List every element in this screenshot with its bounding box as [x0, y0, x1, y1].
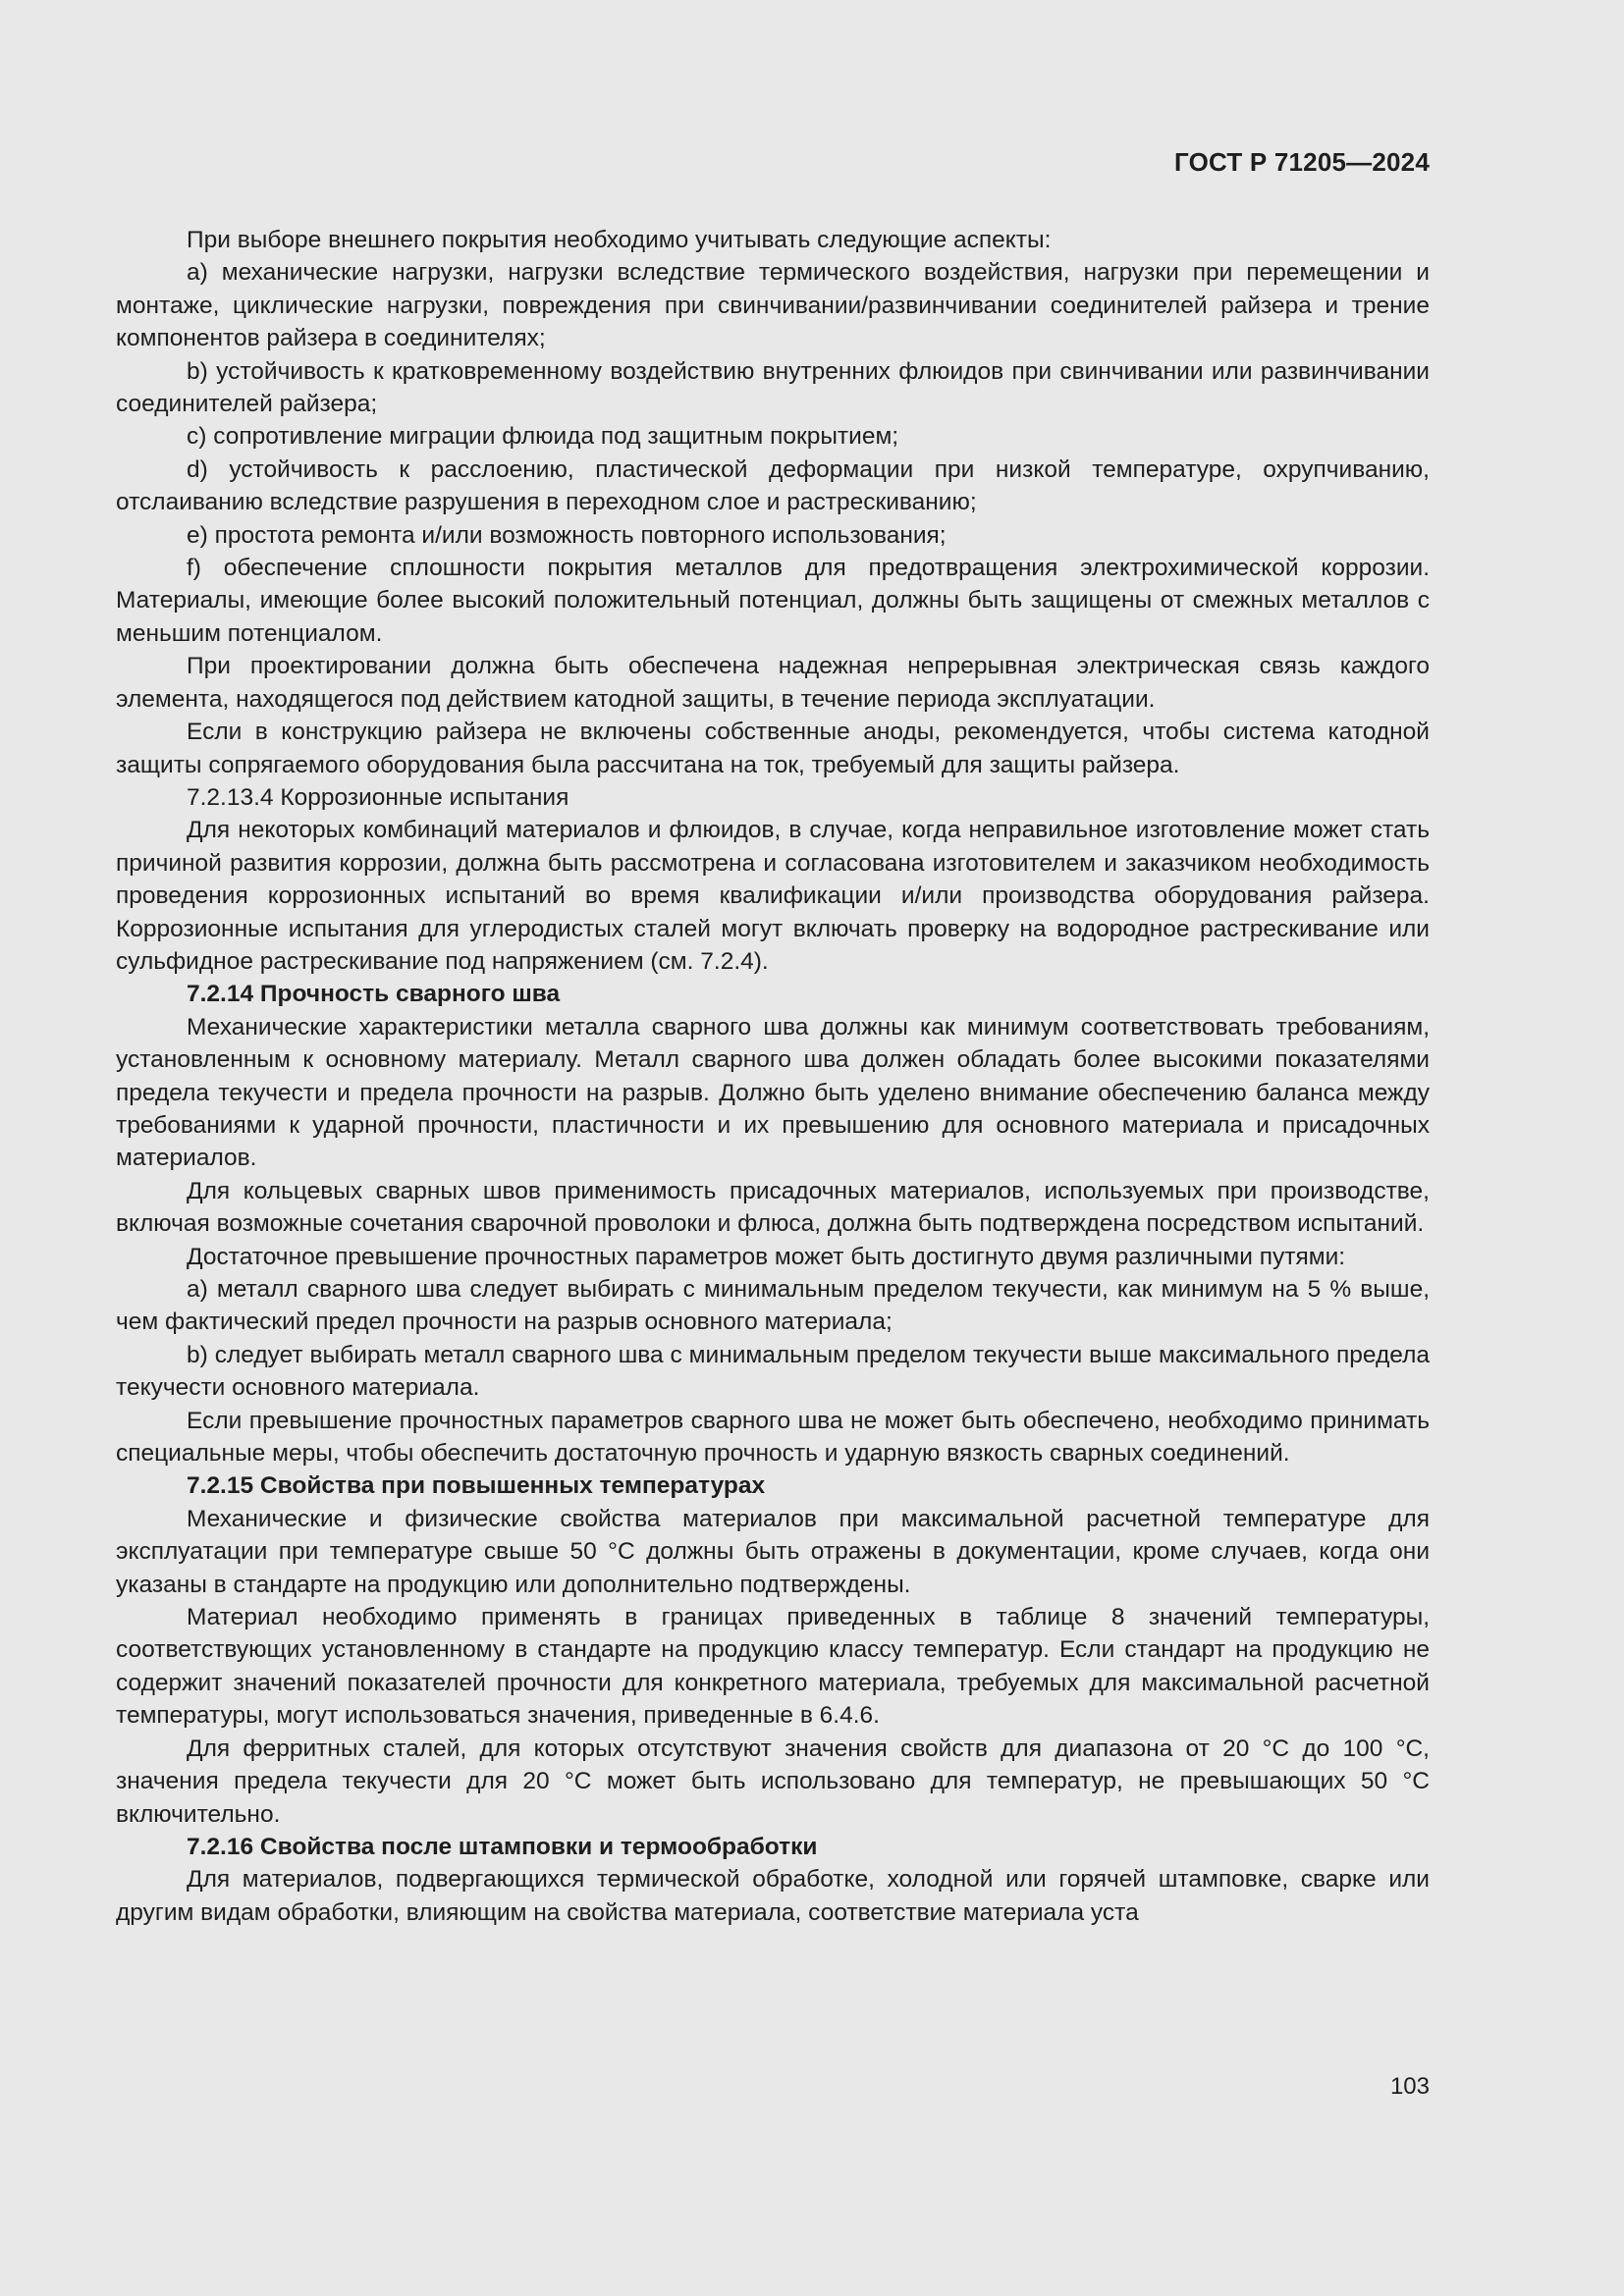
paragraph: Если в конструкцию райзера не включены собственные аноды, рекомендуется, чтобы система катодной защиты сопрягаемого оборудования была рассчитана на ток, требуемый для защиты райзера.: [116, 719, 1430, 778]
paragraph: a) металл сварного шва следует выбирать с минимальным пределом текучести, как минимум на 5 % выше, чем фактический предел прочности на разрыв основного материала;: [116, 1276, 1430, 1336]
paragraph: Механические и физические свойства материалов при максимальной расчетной температуре для эксплуатации при температуре свыше 50 °С должны быть отражены в документации, кроме случаев, когда они указаны в стандарте на продукцию или дополнительно подтверждены.: [116, 1505, 1430, 1598]
paragraph: Механические характеристики металла сварного шва должны как минимум соответствовать требованиям, установленным к основному материалу. Металл сварного шва должен обладать более высокими показателями предела текучести и предела прочности на разрыв. Должно быть уделено внимание обеспечению баланса между требованиями к ударной прочности, пластичности и их превышению для основного материала и присадочных материалов.: [116, 1013, 1430, 1172]
paragraph: 7.2.13.4 Коррозионные испытания: [187, 783, 569, 811]
section-heading: 7.2.14 Прочность сварного шва: [187, 981, 561, 1008]
paragraph: b) устойчивость к кратковременному воздействию внутренних флюидов при свинчивании или развинчивании соединителей райзера;: [116, 357, 1430, 418]
paragraph: При проектировании должна быть обеспечена надежная непрерывная электрическая связь каждого элемента, находящегося под действием катодной защиты, в течение периода эксплуатации.: [116, 653, 1430, 713]
document-body: [116, 224, 1430, 1929]
paragraph: Для ферритных сталей, для которых отсутствуют значения свойств для диапазона от 20 °С до 100 °С, значения предела текучести для 20 °С может быть использовано для температур, не превышающих 50 °С включительно.: [116, 1735, 1430, 1828]
document-designation: ГОСТ Р 71205—2024: [1174, 147, 1430, 177]
paragraph: e) простота ремонта и/или возможность повторного использования;: [187, 521, 947, 549]
paragraph: Для материалов, подвергающихся термической обработке, холодной или горячей штамповке, сварке или другим видам обработки, влияющим на свойства материала, соответствие материала уста: [116, 1866, 1430, 1926]
paragraph: d) устойчивость к расслоению, пластической деформации при низкой температуре, охрупчиванию, отслаиванию вследствие разрушения в переходном слое и растрескиванию;: [116, 455, 1430, 516]
paragraph: a) механические нагрузки, нагрузки вследствие термического воздействия, нагрузки при перемещении и монтаже, циклические нагрузки, повреждения при свинчивании/развинчивании соединителей райзера и трение компонентов райзера в соединителях;: [116, 259, 1430, 352]
paragraph: Для кольцевых сварных швов применимость присадочных материалов, используемых при производстве, включая возможные сочетания сварочной проволоки и флюса, должна быть подтверждена посредством испытаний.: [116, 1177, 1430, 1238]
section-heading: 7.2.16 Свойства после штамповки и термообработки: [187, 1833, 818, 1860]
paragraph: b) следует выбирать металл сварного шва с минимальным пределом текучести выше максимального предела текучести основного материала.: [116, 1341, 1430, 1402]
paragraph: Достаточное превышение прочностных параметров может быть достигнуто двумя различными путями:: [187, 1243, 1346, 1270]
paragraph: c) сопротивление миграции флюида под защитным покрытием;: [187, 423, 899, 451]
paragraph: Для некоторых комбинаций материалов и флюидов, в случае, когда неправильное изготовление может стать причиной развития коррозии, должна быть рассмотрена и согласована изготовителем и заказчиком необходимость проведения коррозионных испытаний во время квалификации и/или производства оборудования райзера. Коррозионные испытания для углеродистых сталей могут включать проверку на водородное растрескивание или сульфидное растрескивание под напряжением (см. 7.2.4).: [116, 817, 1430, 975]
section-heading: 7.2.15 Свойства при повышенных температурах: [187, 1472, 766, 1500]
paragraph: Материал необходимо применять в границах приведенных в таблице 8 значений температуры, соответствующих установленному в стандарте на продукцию классу температур. Если стандарт на продукцию не содержит значений показателей прочности для конкретного материала, требуемых для максимальной расчетной температуры, могут использоваться значения, приведенные в 6.4.6.: [116, 1604, 1430, 1730]
page-number: 103: [1389, 2073, 1430, 2100]
paragraph: При выборе внешнего покрытия необходимо учитывать следующие аспекты:: [187, 227, 1052, 253]
paragraph: f) обеспечение сплошности покрытия металлов для предотвращения электрохимической коррозии. Материалы, имеющие более высокий положительный потенциал, должны быть защищены от смежных металлов с меньшим потенциалом.: [116, 555, 1430, 647]
paragraph: Если превышение прочностных параметров сварного шва не может быть обеспечено, необходимо принимать специальные меры, чтобы обеспечить достаточную прочность и ударную вязкость сварных соединений.: [116, 1407, 1430, 1468]
